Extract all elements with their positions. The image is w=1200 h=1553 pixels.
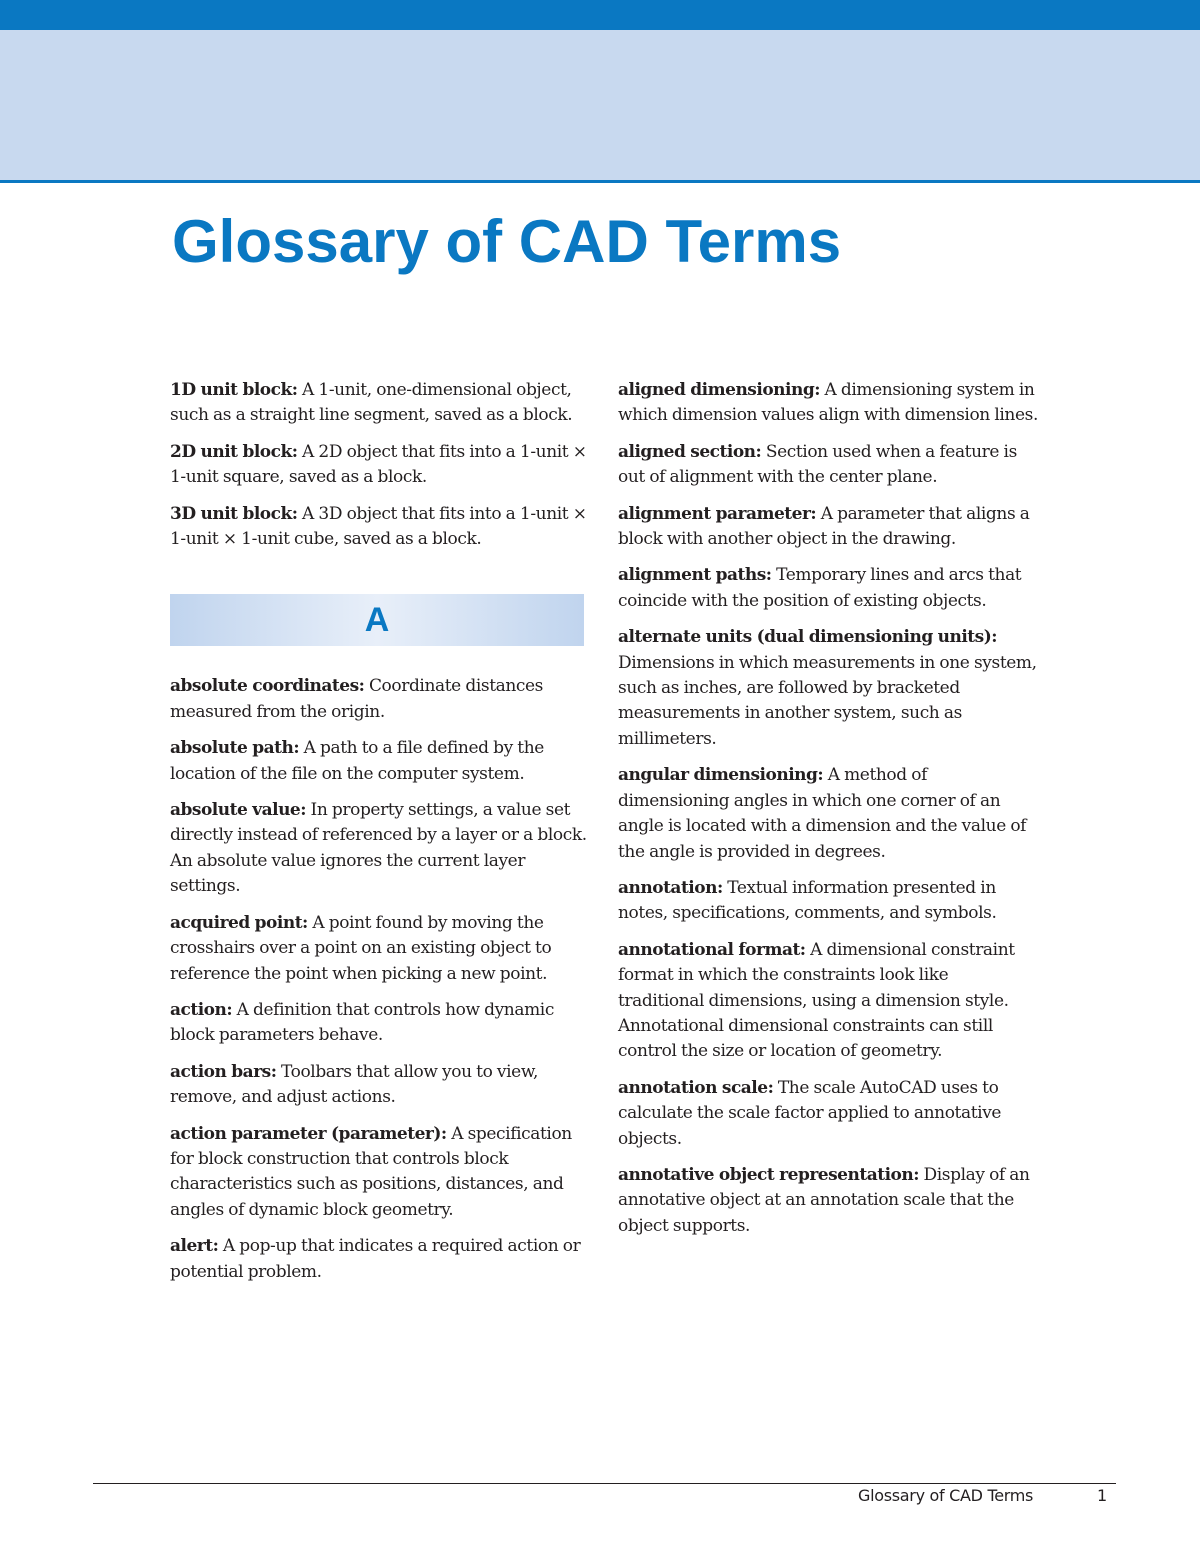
glossary-entry xyxy=(170,1122,588,1224)
entry-term: alignment paths: xyxy=(618,565,772,586)
entry-term: annotative object representation: xyxy=(618,1164,920,1185)
entry-term: annotation: xyxy=(618,877,723,898)
entry-term: absolute coordinates: xyxy=(170,676,365,697)
entry-definition: A 3D object that fits into a 1-unit × 1-unit × 1-unit cube, saved as a block. xyxy=(170,503,587,550)
entry-definition: Textual information presented in notes, specifications, comments, and symbols. xyxy=(618,877,997,924)
entry-term: 1D unit block: xyxy=(170,380,298,400)
entry-term: 3D unit block: xyxy=(170,503,298,524)
entry-definition: A 2D object that fits into a 1-unit × 1-unit square, saved as a block. xyxy=(170,441,587,488)
footer-rule xyxy=(93,1483,1116,1484)
entry-term: alignment parameter: xyxy=(618,503,817,524)
entry-definition: In property settings, a value set directly instead of referenced by a layer or a block. An absolute value ignores the current layer settings. xyxy=(170,800,587,897)
glossary-entry xyxy=(170,736,588,787)
page-number: 1 xyxy=(1097,1486,1108,1505)
entry-definition: A path to a file defined by the location of the file on the computer system. xyxy=(170,738,544,784)
entry-term: alert: xyxy=(170,1236,219,1257)
entry-definition: Display of an annotative object at an annotation scale that the object supports. xyxy=(618,1164,1030,1236)
intro-entries xyxy=(170,378,588,552)
entry-term: alternate units (dual dimensioning units): xyxy=(618,627,998,648)
section-header-a xyxy=(170,594,584,646)
section-a-entries xyxy=(170,674,588,1285)
glossary-entry xyxy=(170,911,588,987)
header-band xyxy=(0,30,1200,180)
entry-definition: A dimensioning system in which dimension values align with dimension lines. xyxy=(618,380,1038,426)
entry-term: annotation scale: xyxy=(618,1077,774,1098)
glossary-entry xyxy=(170,502,588,553)
glossary-entry xyxy=(170,674,588,725)
entry-definition: A dimensional constraint format in which the constraints look like traditional dimensions, using a dimension style. Annotational dimensional constraints can still control the size or location of geometry. xyxy=(618,939,1015,1062)
entry-term: aligned section: xyxy=(618,441,762,462)
footer-title: Glossary of CAD Terms xyxy=(858,1486,1034,1505)
entry-definition: Toolbars that allow you to view, remove, and adjust actions. xyxy=(170,1061,538,1108)
right-column xyxy=(618,378,1038,1250)
entry-definition: A definition that controls how dynamic block parameters behave. xyxy=(170,999,554,1046)
glossary-entry xyxy=(618,625,1038,752)
glossary-entry xyxy=(618,563,1038,614)
glossary-entry xyxy=(170,440,588,491)
glossary-entry xyxy=(618,763,1038,865)
glossary-entry xyxy=(618,876,1038,927)
entry-term: aligned dimensioning: xyxy=(618,380,821,400)
header-top-bar xyxy=(0,0,1200,30)
entry-definition: A 1-unit, one-dimensional object, such as a straight line segment, saved as a block. xyxy=(170,380,573,426)
entry-definition: A point found by moving the crosshairs over a point on an existing object to reference the point when picking a new point. xyxy=(170,912,552,984)
entry-definition: Section used when a feature is out of alignment with the center plane. xyxy=(618,441,1017,488)
entry-definition: Dimensions in which measurements in one system, such as inches, are followed by bracketed measurements in another system, such as millimeters. xyxy=(618,652,1037,749)
entry-term: action: xyxy=(170,999,233,1020)
page-title: Glossary of CAD Terms xyxy=(172,208,842,275)
entry-definition: The scale AutoCAD uses to calculate the scale factor applied to annotative objects. xyxy=(618,1077,1002,1149)
glossary-entry xyxy=(618,378,1038,429)
glossary-entry xyxy=(618,502,1038,553)
entry-definition: A specification for block construction that controls block characteristics such as positions, distances, and angles of dynamic block geometry. xyxy=(170,1123,572,1220)
glossary-entry xyxy=(618,1163,1038,1239)
glossary-entry xyxy=(170,998,588,1049)
entry-term: absolute value: xyxy=(170,800,307,821)
entry-term: absolute path: xyxy=(170,738,300,759)
entry-term: annotational format: xyxy=(618,939,806,960)
glossary-entry xyxy=(170,1234,588,1285)
entry-term: acquired point: xyxy=(170,912,308,933)
entry-term: action parameter (parameter): xyxy=(170,1123,447,1144)
entry-definition: Coordinate distances measured from the origin. xyxy=(170,676,544,722)
entry-definition: Temporary lines and arcs that coincide with the position of existing objects. xyxy=(618,565,1022,611)
glossary-entry xyxy=(618,938,1038,1065)
left-column xyxy=(170,378,588,1296)
glossary-entry xyxy=(618,440,1038,491)
entry-term: action bars: xyxy=(170,1061,277,1082)
header-rule xyxy=(0,180,1200,183)
glossary-entry xyxy=(170,378,588,429)
entry-term: angular dimensioning: xyxy=(618,765,824,786)
glossary-entry xyxy=(170,1060,588,1111)
entry-term: 2D unit block: xyxy=(170,441,298,462)
glossary-entry xyxy=(170,798,588,900)
glossary-entry xyxy=(618,1076,1038,1152)
entry-definition: A parameter that aligns a block with another object in the drawing. xyxy=(618,503,1030,550)
entry-definition: A pop-up that indicates a required action or potential problem. xyxy=(170,1236,581,1282)
entry-definition: A method of dimensioning angles in which one corner of an angle is located with a dimension and the value of the angle is provided in degrees. xyxy=(618,765,1027,862)
section-letter: A xyxy=(364,600,390,639)
